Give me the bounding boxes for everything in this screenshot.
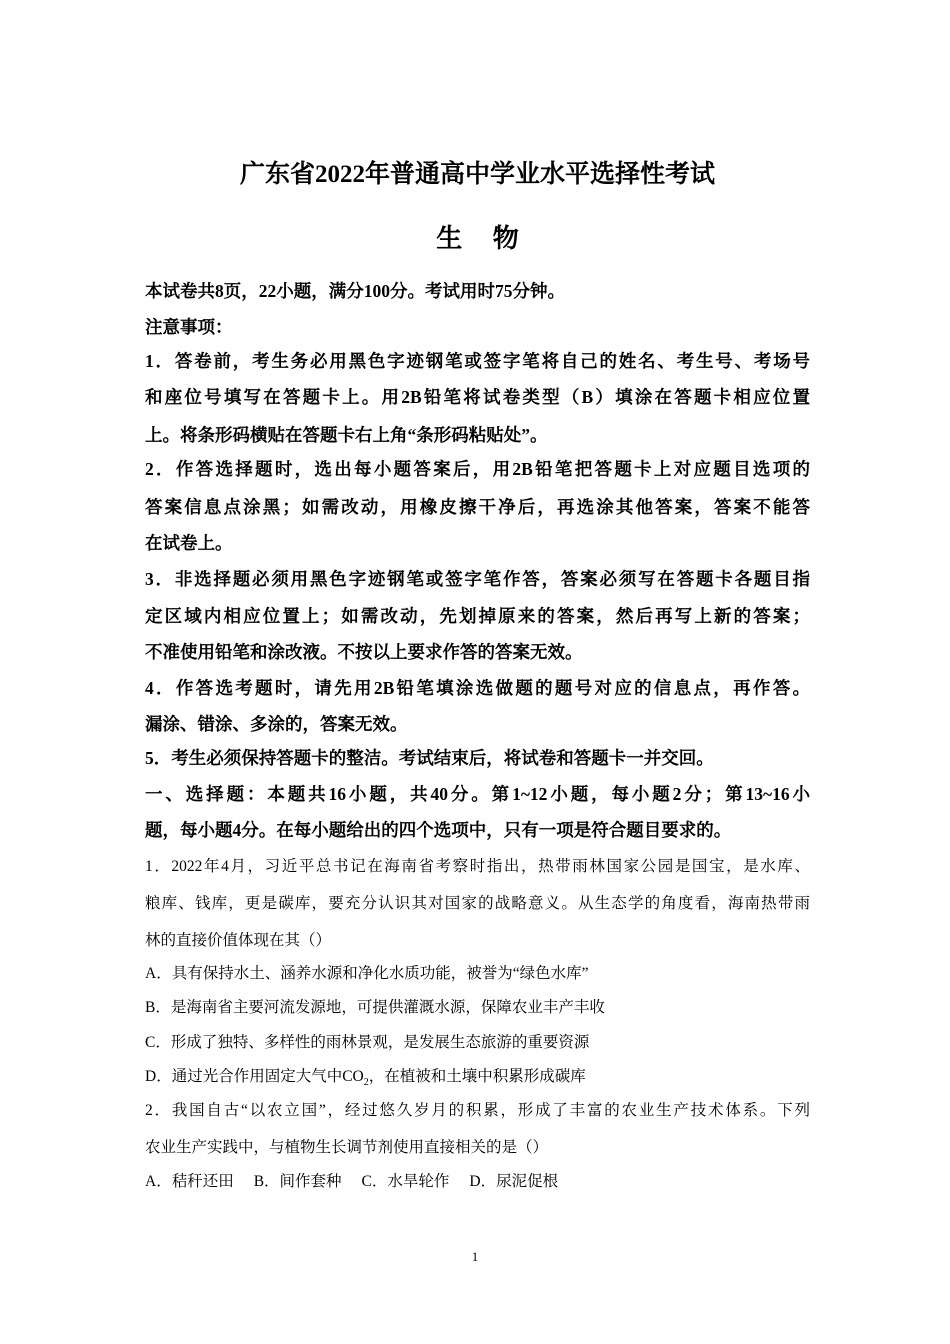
answer-option: C．形成了独特、多样性的雨林景观，是发展生态旅游的重要资源	[145, 1034, 590, 1051]
instruction-line: 上。将条形码横贴在答题卡右上角“条形码粘贴处”。	[145, 425, 548, 445]
exam-summary: 本试卷共8页，22小题，满分100分。考试用时75分钟。	[145, 281, 565, 301]
subject-title: 生 物	[436, 224, 531, 253]
option-row	[145, 1170, 578, 1194]
question-stem: 2．我国自古“以农立国”，经过悠久岁月的积累，形成了丰富的农业生产技术体系。下列	[145, 1102, 810, 1119]
instruction-line: 不准使用铅笔和涂改液。不按以上要求作答的答案无效。	[145, 642, 583, 662]
answer-option: B．是海南省主要河流发源地，可提供灌溉水源，保障农业丰产丰收	[145, 999, 605, 1016]
instruction-line: 2．作答选择题时，选出每小题答案后，用2B铅笔把答题卡上对应题目选项的	[145, 459, 810, 479]
instruction-line: 在试卷上。	[145, 533, 233, 553]
answer-option: A．具有保持水土、涵养水源和净化水质功能，被誉为“绿色水库”	[145, 965, 589, 982]
question-stem: 林的直接价值体现在其（）	[145, 932, 332, 949]
section-heading: 题，每小题4分。在每小题给出的四个选项中，只有一项是符合题目要求的。	[145, 820, 732, 840]
exam-title: 广东省2022年普通高中学业水平选择性考试	[239, 161, 715, 188]
instruction-line: 1．答卷前，考生务必用黑色字迹钢笔或签字笔将自己的姓名、考生号、考场号	[145, 351, 810, 371]
answer-option	[145, 1065, 810, 1089]
subscript: 2	[363, 1077, 369, 1089]
option-d-suffix: ，在植被和土壤中积累形成碳库	[368, 1068, 586, 1085]
question-stem: 农业生产实践中，与植物生长调节剂使用直接相关的是（）	[145, 1139, 549, 1156]
instruction-line: 漏涂、错涂、多涂的，答案无效。	[145, 714, 408, 734]
instruction-line: 定区域内相应位置上；如需改动，先划掉原来的答案，然后再写上新的答案；	[145, 606, 810, 626]
question-stem: 粮库、钱库，更是碳库，要充分认识其对国家的战略意义。从生态学的角度看，海南热带雨	[145, 895, 810, 912]
answer-option: D．尿泥促根	[469, 1173, 559, 1190]
answer-option: C．水旱轮作	[361, 1173, 450, 1190]
section-heading: 一、选择题：本题共16小题，共40分。第1~12小题，每小题2分；第13~16小	[145, 784, 810, 804]
instruction-line: 3．非选择题必须用黑色字迹钢笔或签字笔作答，答案必须写在答题卡各题目指	[145, 569, 810, 589]
question-stem: 1．2022年4月，习近平总书记在海南省考察时指出，热带雨林国家公园是国宝，是水库、	[145, 858, 810, 875]
page-number: 1	[471, 1249, 479, 1264]
answer-option: A．秸秆还田	[145, 1173, 234, 1190]
instruction-line: 5．考生必须保持答题卡的整洁。考试结束后，将试卷和答题卡一并交回。	[145, 748, 714, 768]
notice-label: 注意事项：	[145, 317, 233, 337]
option-d-prefix: D．通过光合作用固定大气中CO	[145, 1068, 364, 1085]
instruction-line: 和座位号填写在答题卡上。用2B铅笔将试卷类型（B）填涂在答题卡相应位置	[145, 387, 810, 407]
instruction-line: 答案信息点涂黑；如需改动，用橡皮擦干净后，再选涂其他答案，答案不能答	[145, 497, 810, 517]
answer-option: B．间作套种	[253, 1173, 342, 1190]
instruction-line: 4．作答选考题时，请先用2B铅笔填涂选做题的题号对应的信息点，再作答。	[145, 678, 810, 698]
